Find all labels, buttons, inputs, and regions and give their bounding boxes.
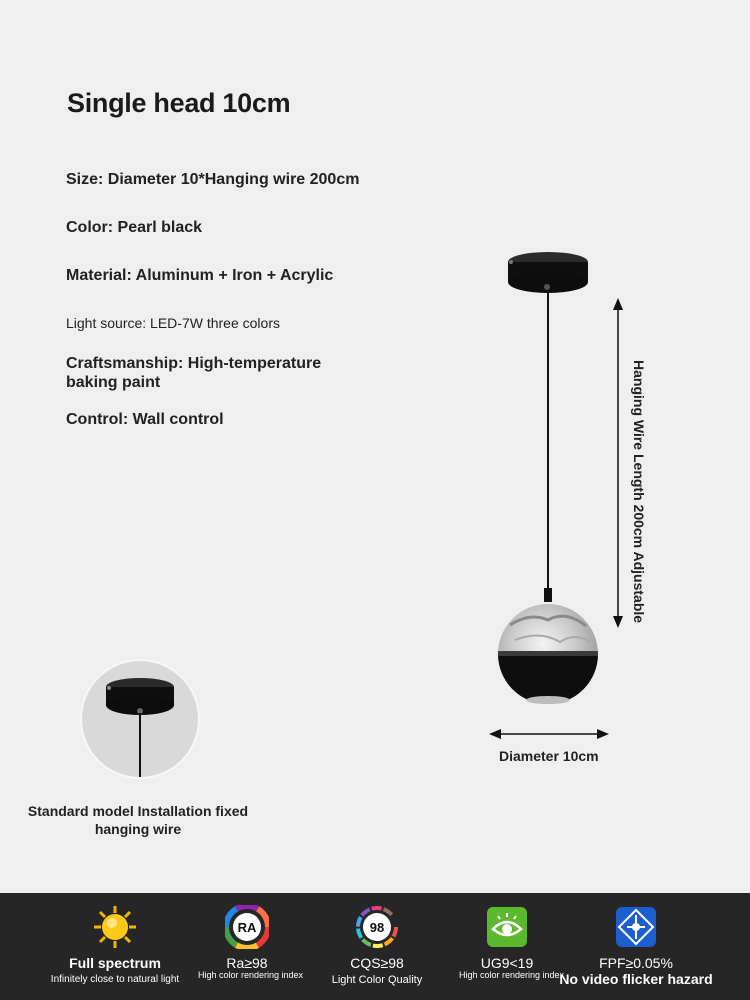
spec-craftsmanship: Craftsmanship: High-temperature baking paint [66, 355, 322, 391]
wire-length-arrow [613, 298, 623, 628]
canopy-detail-inset [80, 659, 200, 779]
spec-size: Size: Diameter 10*Hanging wire 200cm [66, 171, 360, 188]
feature-subtitle: Infinitely close to natural light [50, 974, 180, 985]
wire-length-label: Hanging Wire Length 200cm Adjustable [631, 360, 647, 624]
feature-subtitle: High color rendering index [459, 970, 565, 980]
globe-shade [495, 604, 605, 704]
spec-material: Material: Aluminum + Iron + Acrylic [66, 267, 334, 284]
ra-icon [225, 905, 269, 949]
feature-title: CQS≥98 [350, 955, 404, 971]
feature-band [0, 893, 750, 1000]
spec-control: Control: Wall control [66, 411, 224, 428]
svg-text:RA: RA [237, 920, 257, 935]
feature-title: UG9<19 [480, 955, 534, 971]
eye-icon [485, 905, 529, 949]
feature-cqs [302, 893, 452, 1000]
spec-light-source: Light source: LED-7W three colors [66, 315, 280, 331]
feature-title: Full spectrum [69, 955, 161, 971]
feature-title: Ra≥98 [226, 955, 268, 971]
feature-subtitle: No video flicker hazard [559, 971, 713, 987]
ceiling-canopy [508, 252, 588, 293]
feature-subtitle: Light Color Quality [331, 974, 423, 986]
feature-full-spectrum [40, 893, 190, 1000]
page-title: Single head 10cm [67, 88, 291, 118]
diameter-arrow [489, 729, 609, 739]
feature-ra [172, 893, 322, 1000]
diameter-label: Diameter 10cm [499, 748, 599, 764]
sun-icon [93, 905, 137, 949]
flicker-icon [614, 905, 658, 949]
spec-color: Color: Pearl black [66, 219, 203, 236]
cqs-icon [355, 905, 399, 949]
inset-caption: Standard model Installation fixed hanging wire [27, 803, 249, 837]
svg-text:98: 98 [369, 920, 385, 935]
feature-title: FPF≥0.05% [599, 955, 673, 971]
feature-subtitle: High color rendering index [198, 970, 304, 980]
feature-flicker [561, 893, 711, 1000]
